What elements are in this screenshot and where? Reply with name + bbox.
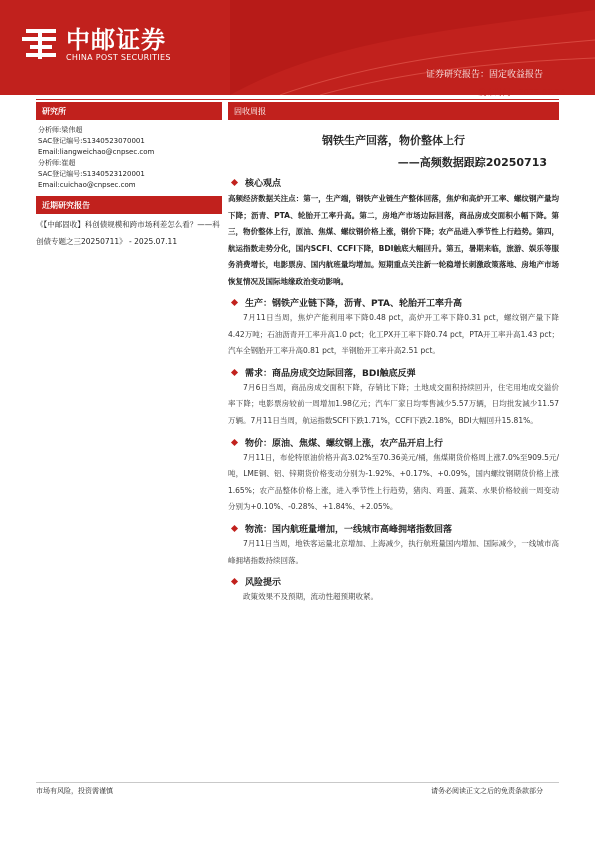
- report-title: 钢铁生产回落，物价整体上行: [322, 134, 465, 147]
- report-category: 固收周报: [228, 102, 559, 120]
- report-subtitle: ——高频数据跟踪20250713: [397, 156, 547, 169]
- research-heading: 研究所: [36, 102, 222, 120]
- section-heading: [228, 522, 559, 535]
- footer-disclaimer-note: 请务必阅读正文之后的免责条款部分: [431, 787, 543, 795]
- analyst-list: [36, 125, 222, 191]
- logo-mark-icon: [22, 25, 60, 63]
- analyst-email[interactable]: Email:liangweichao@cnpsec.com: [38, 148, 155, 156]
- bullet-icon: [231, 525, 238, 532]
- core-summary: 高频经济数据关注点：第一，生产端，钢铁产业链生产整体回落，焦炉和高炉开工率、螺纹钢产量均下降；沥青、PTA、轮胎开工率升高。第二，房地产市场边际回落，商品房成交面积小幅下降。第三，物价整体上行，原油、焦煤、螺纹钢价格上涨，钢价下降；农产品进入季节性上行趋势。第四，航运指数走势分化，国内SCFI、CCFI下降，BDI触底大幅回升。第五，暑期来临，旅游、娱乐等服务消费增长，电影票房、国内航班量均增加。短期重点关注新一轮稳增长刺激政策落地、房地产市场恢复情况及国际地缘政治变动影响。: [228, 194, 559, 286]
- section-title: 物价：原油、焦煤、螺纹钢上涨，农产品开启上行: [245, 438, 444, 449]
- footer-divider: [36, 782, 559, 783]
- recent-report-link[interactable]: 《【中邮固收】科创债规模和跨市场利差怎么看？——科创债专题之三20250711》 - 2025.07.11: [36, 220, 220, 246]
- publish-date: 发布时间：2025-07-14: [478, 88, 565, 97]
- section-heading: [228, 575, 559, 588]
- section-title: 生产：钢铁产业链下降，沥青、PTA、轮胎开工率升高: [245, 299, 463, 309]
- logo-cn-text: 中邮证券: [66, 25, 166, 54]
- section-heading: [228, 366, 559, 379]
- logo-en-text: CHINA POST SECURITIES: [66, 52, 171, 62]
- bullet-icon: [231, 369, 238, 376]
- bullet-icon: [231, 299, 238, 306]
- bullet-icon: [231, 578, 238, 585]
- header-banner: [0, 0, 595, 95]
- analyst-email[interactable]: Email:cuichao@cnpsec.com: [38, 181, 136, 189]
- section-heading: [228, 436, 559, 449]
- section-body: 7月11日当周，焦炉产能利用率下降0.48 pct，高炉开工率下降0.31 pct，螺纹钢产量下降4.42万吨；石油沥青开工率升高1.0 pct；化工PX开工率下降0.74 pct，PTA开工率升高1.43 pct；汽车全钢胎开工率升高0.81 pct，半钢胎开工率升高2.51 pct。: [228, 313, 559, 356]
- report-type: 证券研究报告：固定收益报告: [425, 70, 543, 80]
- section-heading: [228, 176, 559, 189]
- section-title: 物流：国内航班量增加，一线城市高峰拥堵指数回落: [245, 524, 453, 535]
- section-heading: [228, 296, 559, 309]
- analyst-line: SAC登记编号:S1340523070001: [38, 137, 145, 145]
- analyst-line: 分析师:崔超: [38, 159, 76, 167]
- section-body: 政策效果不及预期，流动性超预期收紧。: [243, 592, 378, 602]
- bullet-icon: [231, 439, 238, 446]
- analyst-line: 分析师:梁伟超: [38, 126, 83, 134]
- section-body: 7月11日，布伦特原油价格升高3.02%至70.36美元/桶，焦煤期货价格周上涨7.0%至909.5元/吨，LME铜、铝、锌期货价格变动分别为-1.92%、+0.17%、+0.09%，国内螺纹钢期货价格上涨1.65%；农产品整体价格上涨，进入季节性上行趋势，猪肉、鸡蛋、蔬菜、水果价格较前一周变动分别为+0.10%、-0.28%、+1.84%、+2.05%。: [228, 452, 559, 512]
- section-title: 风险提示: [245, 578, 282, 589]
- header-divider: [36, 99, 559, 100]
- section-title: 核心观点: [245, 179, 282, 189]
- section-body: 7月6日当周，商品房成交面积下降，存销比下降；土地成交面积持续回升，住宅用地成交溢价率下降；电影票房较前一周增加1.98亿元；汽车厂家日均零售減少5.57万辆，日均批发減少11.57万辆。7月11日当周，航运指数SCFI下跌1.71%，CCFI下跌2.18%，BDI大幅回升15.81%。: [228, 382, 559, 425]
- footer-risk-note: 市场有风险，投资需谨慎: [36, 787, 113, 795]
- section-title: 需求：商品房成交边际回落，BDI触底反弹: [245, 368, 416, 379]
- bullet-icon: [231, 179, 238, 186]
- main-content: [228, 102, 559, 606]
- company-logo: [22, 25, 171, 63]
- analyst-line: SAC登记编号:S1340523120001: [38, 170, 145, 178]
- recent-reports-heading: 近期研究报告: [36, 196, 222, 214]
- sidebar: [36, 102, 222, 250]
- section-body: 7月11日当周，地铁客运量北京增加、上海减少，执行航班量国内增加、国际减少，一线城市高峰拥堵指数持续回落。: [228, 538, 559, 565]
